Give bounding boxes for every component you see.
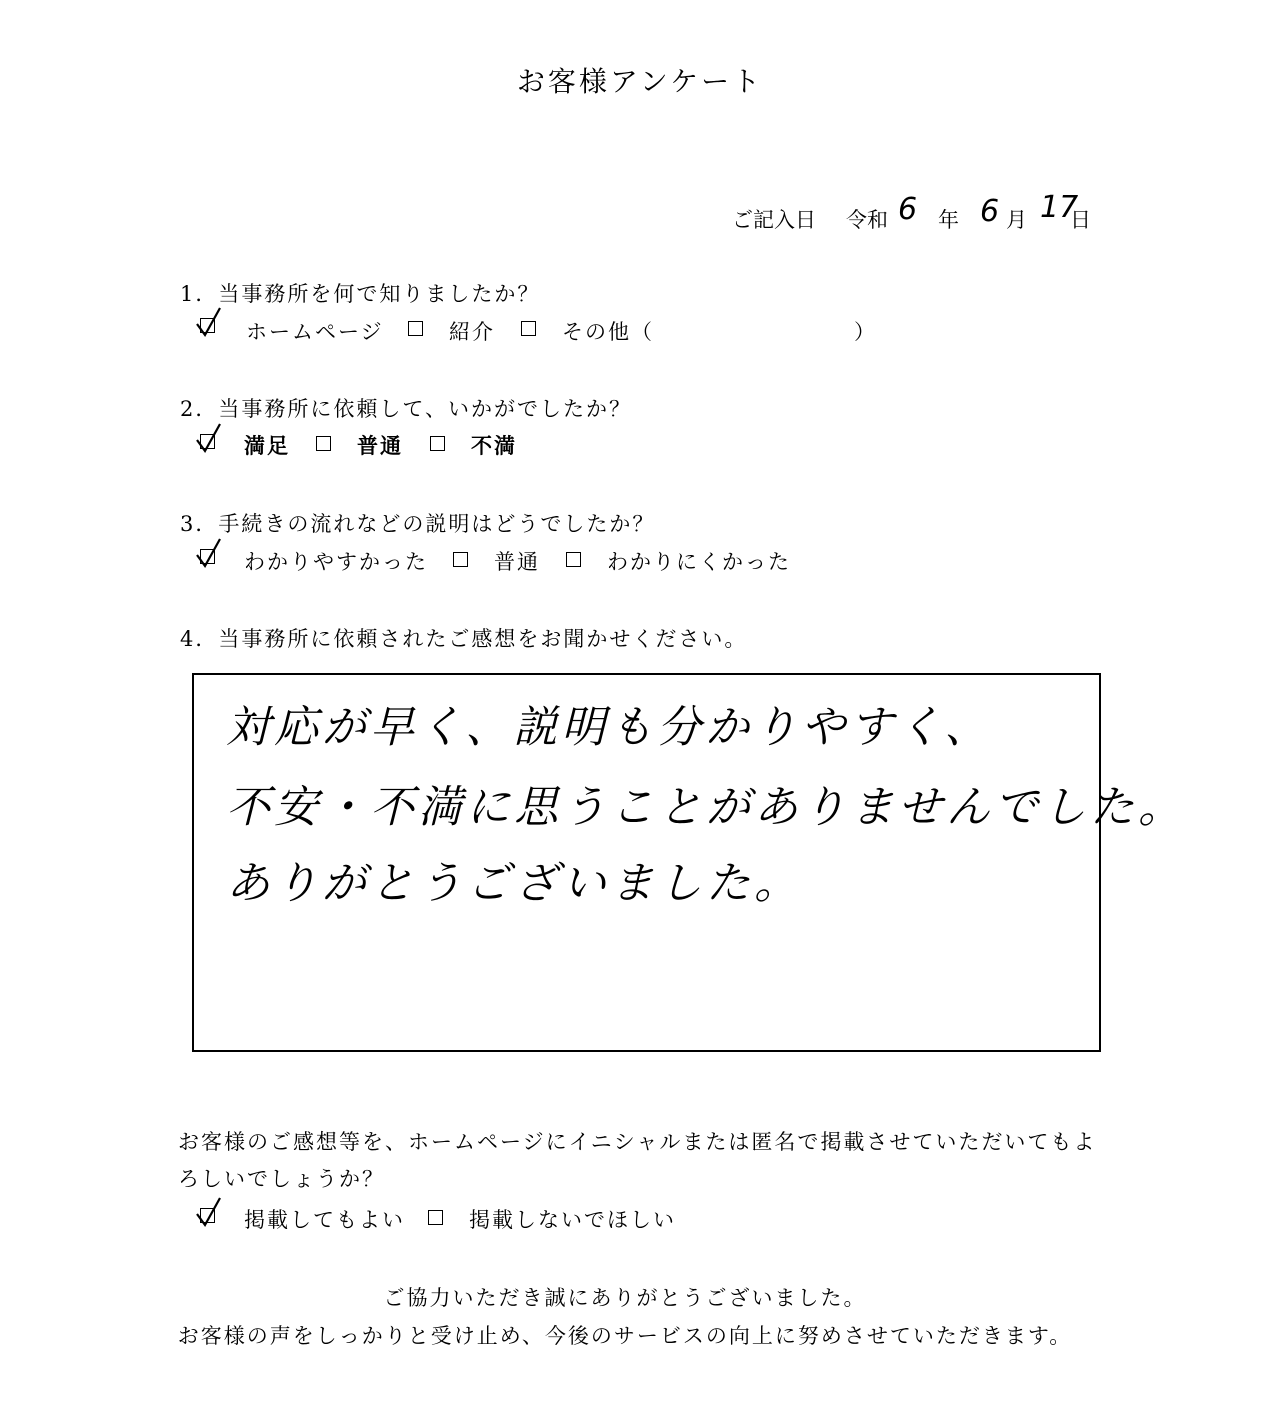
publish-option-allow-label: 掲載してもよい (244, 1208, 405, 1232)
footer-thanks: ご協力いただき誠にありがとうございました。 (383, 1286, 867, 1310)
checkmark-icon (194, 535, 224, 571)
q2-option-satisfied-checkbox[interactable] (194, 420, 224, 456)
comment-box[interactable] (192, 673, 1186, 1052)
question-2: 2．当事務所に依頼して、いかがでしたか？ (180, 397, 632, 421)
question-1: 1．当事務所を何で知りましたか？ (180, 282, 541, 306)
q2-option-satisfied-label: 満足 (244, 433, 290, 458)
q2-option-dissatisfied-label: 不満 (471, 433, 517, 458)
publish-option-deny-checkbox[interactable] (428, 1210, 443, 1225)
q1-option-other-label: その他（ (562, 320, 654, 344)
date-year-unit: 年 (938, 208, 959, 232)
date-era: 令和 (846, 208, 888, 232)
date-year-value[interactable]: 6 (898, 192, 918, 227)
publish-option-allow-checkbox[interactable] (194, 1194, 224, 1230)
q1-option-homepage-label: ホームページ (246, 320, 384, 344)
date-label: ご記入日 (732, 208, 816, 232)
checkmark-icon (194, 1194, 224, 1230)
q3-option-unclear-label: わかりにくかった (607, 550, 791, 574)
date-day-value[interactable]: 17 (1040, 190, 1079, 225)
question-4: 4．当事務所に依頼されたご感想をお聞かせください。 (180, 627, 748, 651)
q3-option-normal-label: 普通 (494, 550, 540, 574)
q2-option-normal-checkbox[interactable] (316, 436, 331, 451)
q2-option-normal-label: 普通 (357, 433, 403, 458)
date-month-value[interactable]: 6 (980, 194, 1000, 229)
comment-line-1: 対応が早く、説明も分かりやすく、 (226, 702, 993, 753)
checkmark-icon (194, 420, 224, 456)
q2-option-dissatisfied-checkbox[interactable] (430, 436, 445, 451)
date-row (732, 190, 1112, 238)
comment-line-3: ありがとうございました。 (226, 858, 802, 909)
q1-option-referral-checkbox[interactable] (408, 321, 423, 336)
question-3: 3．手続きの流れなどの説明はどうでしたか？ (180, 512, 656, 536)
q1-option-referral-label: 紹介 (449, 320, 495, 344)
publish-option-deny-label: 掲載しないでほしい (469, 1208, 676, 1232)
q3-option-unclear-checkbox[interactable] (566, 552, 581, 567)
date-day-unit: 日 (1070, 208, 1091, 232)
publish-question-line-1: お客様のご感想等を、ホームページにイニシャルまたは匿名で掲載させていただいてもよ (178, 1130, 1097, 1154)
q3-option-clear-checkbox[interactable] (194, 535, 224, 571)
comment-line-2: 不安・不満に思うことがありませんでした。 (226, 782, 1186, 833)
date-month-unit: 月 (1006, 208, 1027, 232)
checkmark-icon (194, 304, 224, 340)
q3-option-normal-checkbox[interactable] (453, 552, 468, 567)
footer-message: お客様の声をしっかりと受け止め、今後のサービスの向上に努めさせていただきます。 (177, 1324, 1073, 1348)
publish-question-line-2: ろしいでしょうか？ (178, 1167, 385, 1191)
form-title: お客様アンケート (516, 65, 764, 98)
q3-option-clear-label: わかりやすかった (244, 550, 428, 574)
q1-other-close-paren: ） (854, 320, 877, 344)
q1-option-homepage-checkbox[interactable] (194, 304, 224, 340)
q1-other-input[interactable] (660, 316, 850, 342)
q1-option-other-checkbox[interactable] (521, 321, 536, 336)
